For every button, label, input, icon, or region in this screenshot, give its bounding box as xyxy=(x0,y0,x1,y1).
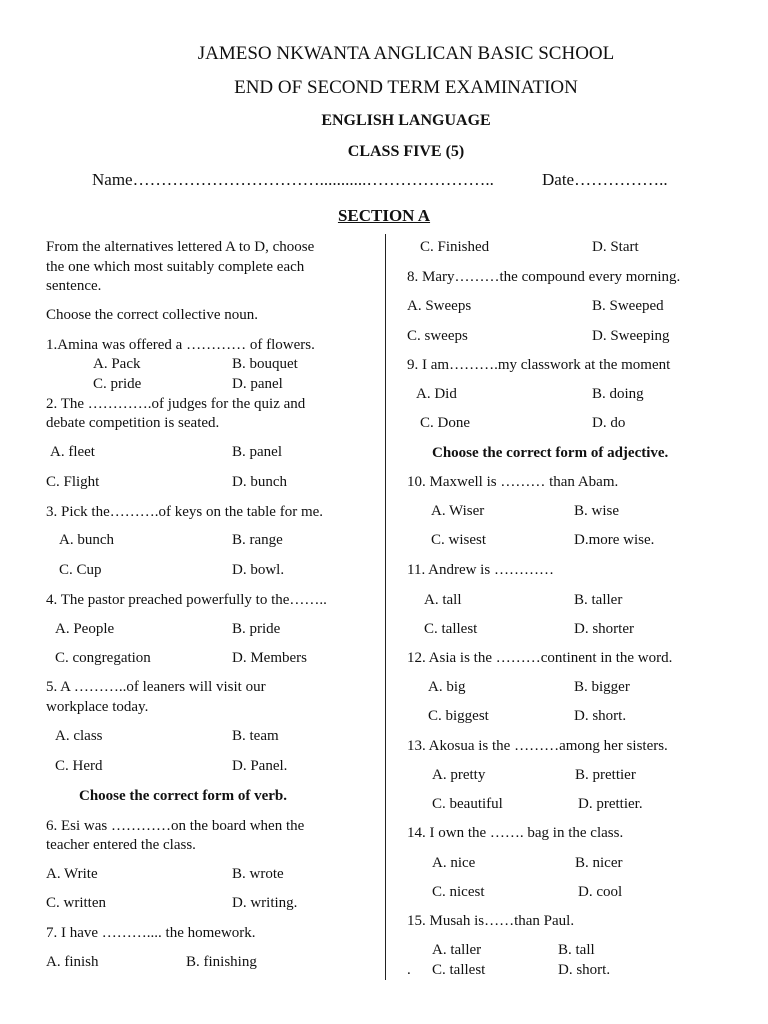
question-text: 3. Pick the……….of keys on the table for me. xyxy=(46,504,324,520)
answer-option: A. Write xyxy=(46,866,98,882)
answer-option: A. tall xyxy=(424,592,462,608)
question-text: debate competition is seated. xyxy=(46,415,220,431)
exam-title: END OF SECOND TERM EXAMINATION xyxy=(234,77,578,98)
answer-option: D. Panel. xyxy=(232,758,288,774)
answer-option: A. Pack xyxy=(93,356,141,372)
section-instruction-heading: Choose the correct form of adjective. xyxy=(432,445,669,461)
section-heading: SECTION A xyxy=(337,206,431,225)
question-text: 12. Asia is the ………continent in the word. xyxy=(407,650,673,666)
answer-option: B. bouquet xyxy=(232,356,298,372)
answer-option: A. People xyxy=(55,621,115,637)
answer-option: A. nice xyxy=(432,855,476,871)
question-text: 5. A ………..of leaners will visit our xyxy=(46,679,266,695)
answer-option: C. congregation xyxy=(55,650,151,666)
class-title: CLASS FIVE (5) xyxy=(347,143,465,160)
subsection-instruction: Choose the correct collective noun. xyxy=(46,307,259,323)
question-text: 1.Amina was offered a ………… of flowers. xyxy=(46,337,315,353)
answer-option: C. pride xyxy=(93,376,142,392)
answer-option: A. Wiser xyxy=(431,503,485,519)
subject-title: ENGLISH LANGUAGE xyxy=(321,112,491,129)
answer-option: A. taller xyxy=(432,942,482,958)
answer-option: D. do xyxy=(592,415,626,431)
answer-option: C. Done xyxy=(420,415,470,431)
answer-option: D. Start xyxy=(592,239,639,255)
answer-option: B. pride xyxy=(232,621,281,637)
answer-option: A. big xyxy=(428,679,466,695)
answer-option: C. sweeps xyxy=(407,328,468,344)
answer-option: B. finishing xyxy=(186,954,257,970)
answer-option: B. wise xyxy=(574,503,619,519)
answer-option: C. Herd xyxy=(55,758,103,774)
instruction-line: the one which most suitably complete each xyxy=(46,259,305,275)
answer-option: C. nicest xyxy=(432,884,485,900)
question-text: 10. Maxwell is ……… than Abam. xyxy=(407,474,619,490)
answer-option: D.more wise. xyxy=(574,532,655,548)
question-text: workplace today. xyxy=(46,699,149,715)
question-text: 6. Esi was …………on the board when the xyxy=(46,818,305,834)
question-text: 15. Musah is……than Paul. xyxy=(407,913,575,929)
answer-option: A. Sweeps xyxy=(407,298,472,314)
answer-option: B. team xyxy=(232,728,279,744)
question-text: teacher entered the class. xyxy=(46,837,196,853)
answer-option: A. Did xyxy=(416,386,457,402)
answer-option: D. cool xyxy=(578,884,623,900)
answer-option: B. prettier xyxy=(575,767,636,783)
question-text: 13. Akosua is the ………among her sisters. xyxy=(407,738,668,754)
answer-option: D. shorter xyxy=(574,621,634,637)
answer-option: B. tall xyxy=(558,942,595,958)
answer-option: A. finish xyxy=(46,954,99,970)
instruction-line: From the alternatives lettered A to D, choose xyxy=(46,239,315,255)
answer-option: B. Sweeped xyxy=(592,298,664,314)
answer-option: B. panel xyxy=(232,444,282,460)
answer-option: D. prettier. xyxy=(578,796,643,812)
name-field-line: Name……………………………...........………………….. xyxy=(92,170,494,189)
answer-option: D. writing. xyxy=(232,895,298,911)
answer-option: B. range xyxy=(232,532,283,548)
answer-option: A. pretty xyxy=(432,767,486,783)
answer-option: A. class xyxy=(55,728,103,744)
question-text: 14. I own the ……. bag in the class. xyxy=(407,825,624,841)
answer-option: D. Sweeping xyxy=(592,328,670,344)
answer-option: A. bunch xyxy=(59,532,114,548)
answer-option: D. bowl. xyxy=(232,562,285,578)
column-divider xyxy=(385,234,386,980)
instruction-line: sentence. xyxy=(46,278,102,294)
section-instruction-heading: Choose the correct form of verb. xyxy=(79,788,287,804)
answer-option: C. tallest xyxy=(424,621,478,637)
answer-option: D. Members xyxy=(232,650,307,666)
question-text: 11. Andrew is ………… xyxy=(407,562,554,578)
school-name: JAMESO NKWANTA ANGLICAN BASIC SCHOOL xyxy=(197,43,615,64)
answer-option: C. wisest xyxy=(431,532,487,548)
stray-mark: . xyxy=(407,962,411,978)
answer-option: B. nicer xyxy=(575,855,623,871)
answer-option: D. bunch xyxy=(232,474,287,490)
answer-option: B. wrote xyxy=(232,866,284,882)
question-text: 7. I have ……….... the homework. xyxy=(46,925,256,941)
answer-option: C. beautiful xyxy=(432,796,503,812)
answer-option: B. bigger xyxy=(574,679,630,695)
answer-option: C. tallest xyxy=(432,962,486,978)
answer-option: B. taller xyxy=(574,592,623,608)
question-text: 4. The pastor preached powerfully to the…….. xyxy=(46,592,327,608)
question-text: 2. The ………….of judges for the quiz and xyxy=(46,396,306,412)
date-field-line: Date…………….. xyxy=(542,170,668,189)
answer-option: C. biggest xyxy=(428,708,489,724)
question-text: 8. Mary………the compound every morning. xyxy=(407,269,681,285)
answer-option: D. panel xyxy=(232,376,283,392)
answer-option: C. Finished xyxy=(420,239,490,255)
answer-option: C. Cup xyxy=(59,562,102,578)
question-text: 9. I am……….my classwork at the moment xyxy=(407,357,671,373)
answer-option: D. short. xyxy=(558,962,611,978)
answer-option: C. Flight xyxy=(46,474,100,490)
answer-option: D. short. xyxy=(574,708,627,724)
answer-option: C. written xyxy=(46,895,106,911)
answer-option: B. doing xyxy=(592,386,644,402)
answer-option: A. fleet xyxy=(50,444,95,460)
